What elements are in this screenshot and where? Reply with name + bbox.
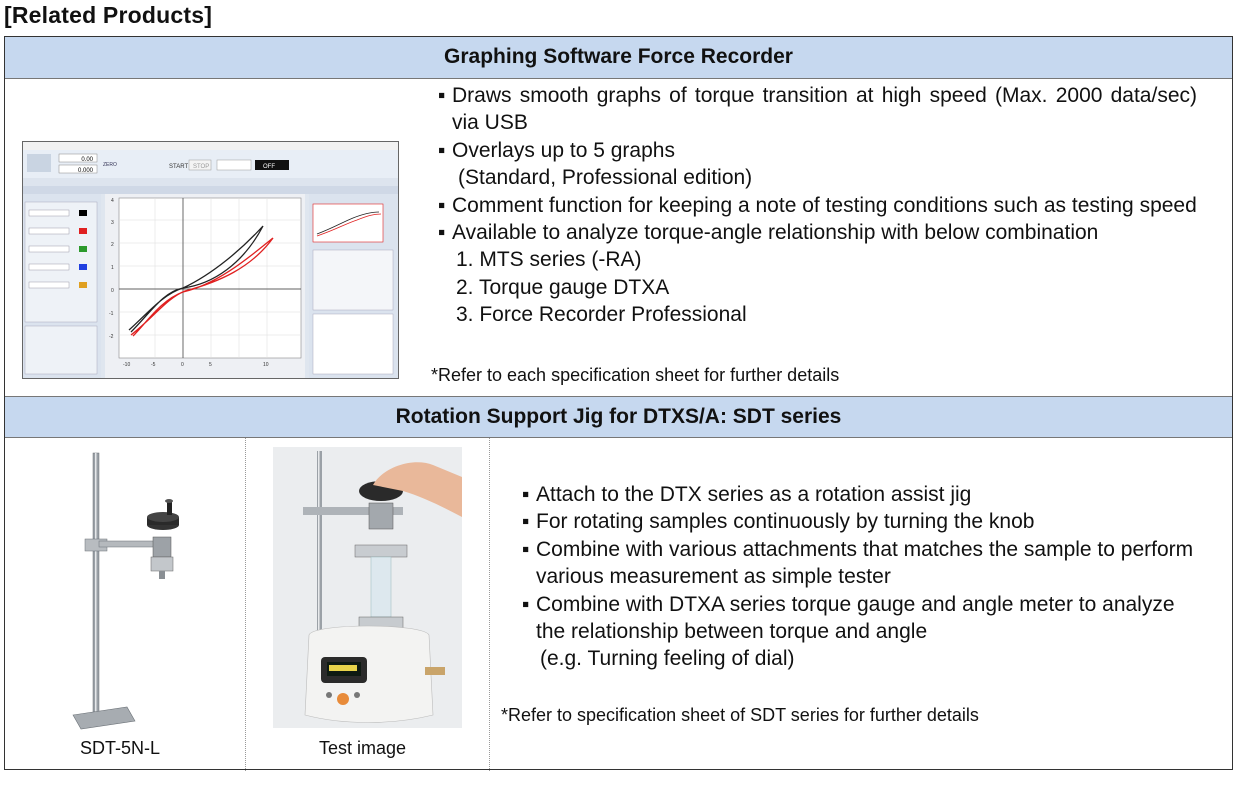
software-screenshot xyxy=(22,141,399,379)
readout-2: 0.000 xyxy=(77,168,93,174)
start-label: START xyxy=(169,164,189,170)
zero-label: ZERO xyxy=(103,162,117,168)
bullet-item: ▪ Available to analyze torque-angle relationship with below combination xyxy=(438,221,1099,245)
bullet-item: ▪ Draws smooth graphs of torque transition at high speed (Max. 2000 data/sec) via USB xyxy=(438,84,1197,135)
y-tick-4: 1 xyxy=(111,265,114,271)
off-label: OFF xyxy=(263,164,275,170)
y-tick-5: 0 xyxy=(111,288,114,294)
x-tick-1: -10 xyxy=(123,362,131,368)
x-tick-3: 0 xyxy=(181,362,184,368)
y-tick-1: 4 xyxy=(111,198,114,204)
bullet-text: Draws smooth graphs of torque transition at high speed (Max. 2000 data/sec) via USB xyxy=(452,84,1197,135)
bullet-text: Combine with DTXA series torque gauge and angle meter to analyze the relationship between torque and angle xyxy=(536,592,1175,644)
bullet-continuation: (Standard, Professional edition) xyxy=(458,166,753,190)
x-tick-4: 5 xyxy=(209,362,212,368)
bullet-text: For rotating samples continuously by turning the knob xyxy=(536,510,1035,534)
section-header-sdt: Rotation Support Jig for DTXS/A: SDT series xyxy=(5,396,1232,438)
page-heading: [Related Products] xyxy=(4,2,213,28)
sdt-stand-image xyxy=(45,445,195,735)
bullet-item: ▪ Combine with DTXA series torque gauge and angle meter to analyze the relationship between torque and angle xyxy=(522,592,1175,644)
numbered-item: 3. Force Recorder Professional xyxy=(456,303,747,327)
bullet-item: ▪ Comment function for keeping a note of testing conditions such as testing speed xyxy=(438,193,1197,217)
screenshot-drawing xyxy=(23,142,398,378)
x-tick-5: 10 xyxy=(263,362,269,368)
bullet-continuation: (e.g. Turning feeling of dial) xyxy=(540,647,795,671)
bullet-text: Overlays up to 5 graphs xyxy=(452,138,675,162)
y-tick-2: 3 xyxy=(111,220,114,226)
numbered-item: 1. MTS series (-RA) xyxy=(456,248,642,272)
bullet-item: ▪ Attach to the DTX series as a rotation assist jig xyxy=(522,483,972,506)
y-tick-6: -1 xyxy=(109,311,114,317)
caption-test-image: Test image xyxy=(319,738,407,758)
numbered-item: 2. Torque gauge DTXA xyxy=(456,275,670,299)
section-header-force-recorder: Graphing Software Force Recorder xyxy=(5,37,1232,79)
x-tick-2: -5 xyxy=(151,362,156,368)
test-image-photo xyxy=(273,447,462,728)
bullet-text: Combine with various attachments that matches the sample to perform various measurement as simple tester xyxy=(536,537,1194,589)
y-tick-7: -2 xyxy=(109,334,114,340)
bullet-text: Comment function for keeping a note of testing conditions such as testing speed xyxy=(452,193,1197,217)
force-recorder-bullets xyxy=(436,82,1197,329)
bullet-text: Available to analyze torque-angle relationship with below combination xyxy=(452,221,1099,245)
bullet-item: ▪ For rotating samples continuously by turning the knob xyxy=(522,510,1035,534)
stop-label: STOP xyxy=(193,164,210,170)
readout-1: 0.00 xyxy=(81,157,93,163)
column-divider xyxy=(489,438,490,771)
y-tick-3: 2 xyxy=(111,242,114,248)
force-recorder-note: *Refer to each specification sheet for further details xyxy=(431,365,840,385)
products-table xyxy=(4,36,1233,770)
bullet-item: ▪ Combine with various attachments that matches the sample to perform various measurement as simple tester xyxy=(522,537,1194,589)
sdt-note: *Refer to specification sheet of SDT series for further details xyxy=(501,705,979,725)
column-divider xyxy=(245,438,246,771)
caption-sdt-5n-l: SDT-5N-L xyxy=(80,738,161,758)
bullet-text: Attach to the DTX series as a rotation assist jig xyxy=(536,483,972,506)
sdt-bullets xyxy=(520,481,1200,673)
bullet-item: ▪ Overlays up to 5 graphs xyxy=(438,138,675,162)
